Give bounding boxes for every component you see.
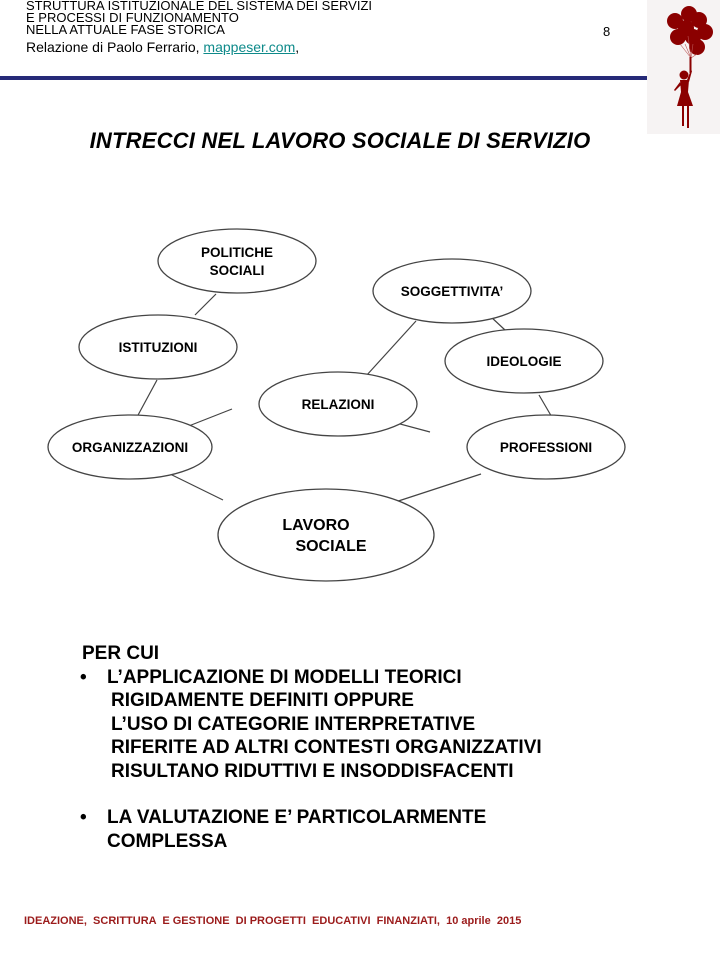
header-title-line-3: NELLA ATTUALE FASE STORICA (26, 22, 225, 37)
bullet-1-line-4: RIFERITE AD ALTRI CONTESTI ORGANIZZATIVI (111, 737, 542, 758)
label-sociali: SOCIALI (209, 263, 265, 278)
label-soggettivita: SOGGETTIVITA’ (400, 284, 504, 299)
bullet-2-line-1: LA VALUTAZIONE E’ PARTICOLARMENTE (107, 807, 487, 828)
slide-title: INTRECCI NEL LAVORO SOCIALE DI SERVIZIO (89, 128, 591, 153)
node-lavoro-sociale (218, 489, 434, 581)
bullet-icon: • (80, 807, 87, 828)
edge-organizzazioni-lavoro (168, 473, 223, 500)
bullet-1-line-3: L’USO DI CATEGORIE INTERPRETATIVE (111, 713, 476, 735)
edge-politiche-istituzioni (195, 294, 216, 315)
label-ideologie: IDEOLOGIE (486, 354, 562, 369)
intro-text: PER CUI (82, 643, 160, 664)
edge-soggettivita-relazioni (366, 321, 416, 376)
relation-suffix: , (295, 39, 300, 55)
bullet-1-line-2: RIGIDAMENTE DEFINITI OPPURE (111, 690, 414, 711)
label-relazioni: RELAZIONI (301, 397, 375, 412)
footer-text: IDEAZIONE, SCRITTURA E GESTIONE DI PROGETTI EDUCATIVI FINANZIATI, 10 aprile 2015 (24, 915, 522, 927)
page-number: 8 (603, 24, 611, 39)
bullet-1-line-5: RISULTANO RIDUTTIVI E INSODDISFACENTI (111, 760, 514, 782)
relation-prefix: Relazione di Paolo Ferrario, (26, 39, 204, 55)
bullet-icon: • (80, 666, 87, 688)
mappeser-link[interactable]: mappeser.com (203, 39, 296, 55)
label-sociale: SOCIALE (295, 538, 367, 555)
edge-istituzioni-organizzazioni (137, 380, 157, 417)
label-professioni: PROFESSIONI (499, 440, 593, 455)
header-title-line-2: E PROCESSI DI FUNZIONAMENTO (26, 10, 239, 25)
bullet-1 (82, 666, 542, 784)
label-istituzioni: ISTITUZIONI (118, 340, 198, 355)
node-politiche-sociali (158, 229, 316, 293)
label-organizzazioni: ORGANIZZAZIONI (71, 440, 189, 455)
bullet-2-line-2: COMPLESSA (107, 830, 228, 852)
label-politiche: POLITICHE (200, 245, 274, 260)
header-title-line-1: STRUTTURA ISTITUZIONALE DEL SISTEMA DEI SERVIZI (26, 0, 373, 13)
bullet-1-line-1: L’APPLICAZIONE DI MODELLI TEORICI (107, 666, 462, 688)
label-lavoro: LAVORO (282, 517, 350, 534)
conclusion-text (82, 642, 542, 853)
bullet-2 (82, 806, 542, 853)
